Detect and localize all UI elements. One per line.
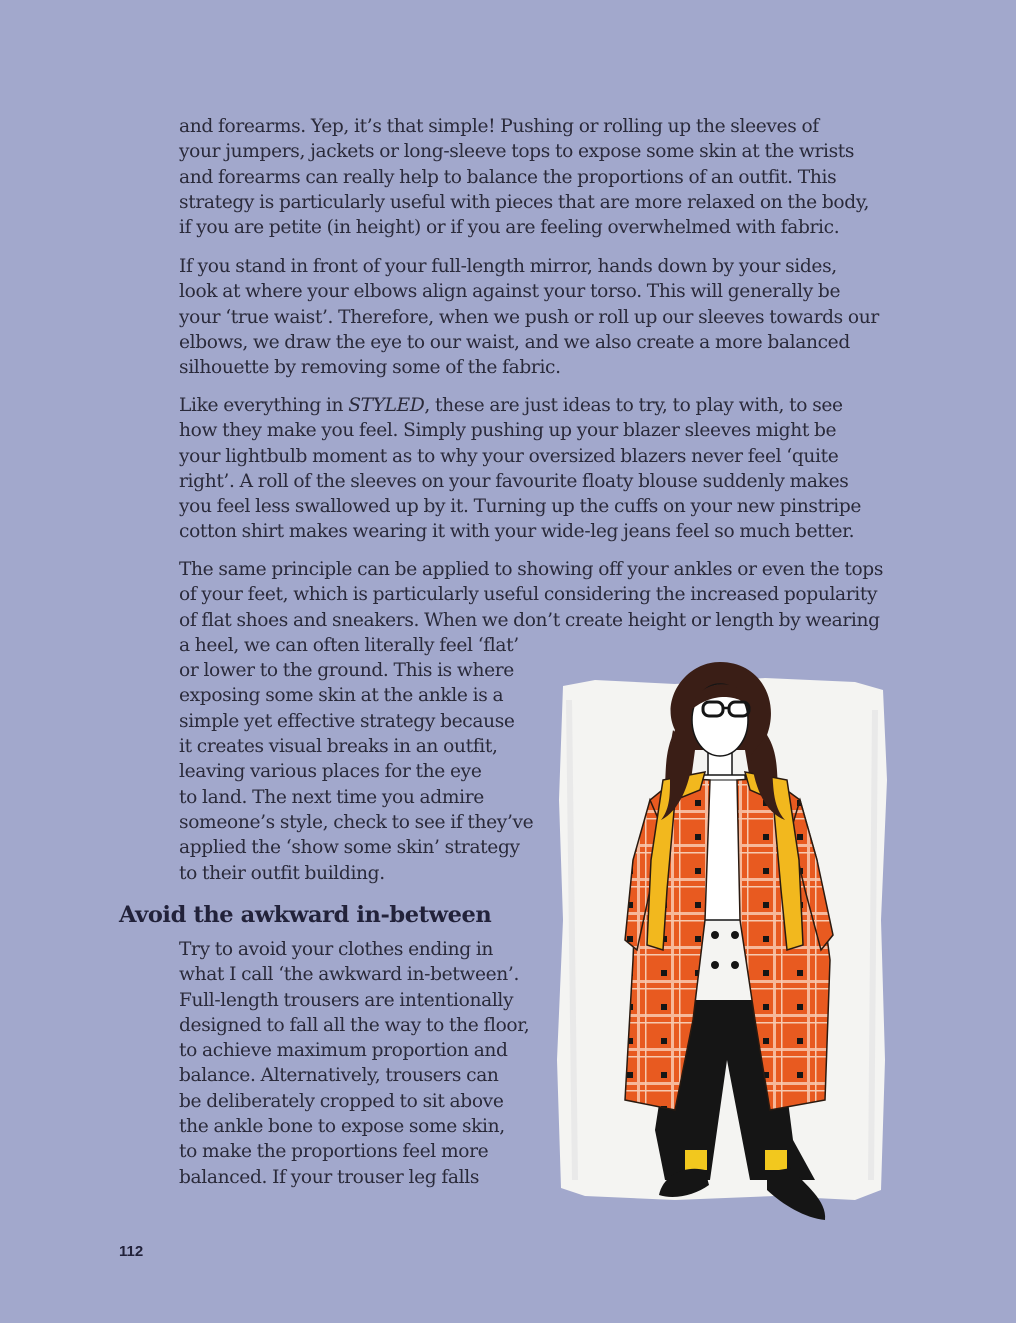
book-title: STYLED bbox=[348, 395, 425, 416]
text-line: Try to avoid your clothes ending in bbox=[179, 939, 494, 960]
text-line: applied the ‘show some skin’ strategy bbox=[179, 837, 520, 859]
text-line: leaving various places for the eye bbox=[179, 761, 482, 783]
text-line: balance. Alternatively, trousers can bbox=[179, 1065, 499, 1087]
text-line: and forearms can really help to balance the proportions of an outfit. This bbox=[179, 166, 837, 188]
text-line: to make the proportions feel more bbox=[179, 1141, 489, 1163]
text-line: balanced. If your trouser leg falls bbox=[179, 1166, 480, 1188]
text-segment: , these are just ideas to try, to play with, to see bbox=[424, 395, 843, 416]
text-line: of your feet, which is particularly useful considering the increased popularity bbox=[179, 584, 878, 606]
paragraph-awkward-in-between bbox=[179, 937, 529, 1190]
text-segment: Like everything in bbox=[179, 395, 349, 416]
section-heading: Avoid the awkward in-between bbox=[119, 902, 492, 928]
text-line: strategy is particularly useful with pieces that are more relaxed on the body, bbox=[179, 191, 870, 213]
text-line: right’. A roll of the sleeves on your favourite floaty blouse suddenly makes bbox=[179, 470, 849, 492]
text-line: of flat shoes and sneakers. When we don’t create height or length by wearing bbox=[179, 609, 880, 631]
text-line: and forearms. Yep, it’s that simple! Pushing or rolling up the sleeves of bbox=[179, 116, 819, 137]
text-line: The same principle can be applied to showing off your ankles or even the tops bbox=[179, 559, 884, 580]
text-line: designed to fall all the way to the floor, bbox=[179, 1014, 530, 1036]
text-line: exposing some skin at the ankle is a bbox=[179, 685, 504, 707]
text-line: be deliberately cropped to sit above bbox=[179, 1090, 504, 1112]
paragraph-true-waist bbox=[179, 254, 879, 380]
text-line bbox=[179, 393, 861, 418]
text-line: what I call ‘the awkward in-between’. bbox=[179, 964, 520, 986]
text-line: cotton shirt makes wearing it with your wide-leg jeans feel so much better. bbox=[179, 521, 855, 543]
text-line: Full-length trousers are intentionally bbox=[179, 989, 514, 1011]
fashion-illustration bbox=[555, 660, 890, 1230]
text-line: a heel, we can often literally feel ‘flat’ bbox=[179, 634, 519, 656]
text-line: simple yet effective strategy because bbox=[179, 710, 515, 732]
text-line: if you are petite (in height) or if you are feeling overwhelmed with fabric. bbox=[179, 217, 840, 239]
page-number: 112 bbox=[119, 1243, 144, 1260]
text-line: your ‘true waist’. Therefore, when we push or roll up our sleeves towards our bbox=[179, 306, 879, 328]
text-line: it creates visual breaks in an outfit, bbox=[179, 736, 498, 758]
text-line: look at where your elbows align against your torso. This will generally be bbox=[179, 281, 841, 303]
text-line: you feel less swallowed up by it. Turning up the cuffs on your new pinstripe bbox=[179, 496, 862, 518]
text-line: your lightbulb moment as to why your oversized blazers never feel ‘quite bbox=[179, 445, 839, 467]
text-line: to achieve maximum proportion and bbox=[179, 1040, 508, 1062]
text-line: to land. The next time you admire bbox=[179, 786, 484, 808]
text-line: how they make you feel. Simply pushing up your blazer sleeves might be bbox=[179, 420, 837, 442]
text-line: elbows, we draw the eye to our waist, and we also create a more balanced bbox=[179, 331, 850, 353]
text-line: silhouette by removing some of the fabric. bbox=[179, 357, 561, 379]
paragraph-styled-ideas bbox=[179, 393, 861, 545]
text-line: someone’s style, check to see if they’ve bbox=[179, 811, 534, 833]
text-line: If you stand in front of your full-length mirror, hands down by your sides, bbox=[179, 256, 837, 277]
text-line: or lower to the ground. This is where bbox=[179, 660, 514, 682]
text-line: the ankle bone to expose some skin, bbox=[179, 1116, 505, 1138]
paragraph-sleeves bbox=[179, 114, 869, 240]
text-line: to their outfit building. bbox=[179, 862, 385, 884]
text-line: your jumpers, jackets or long-sleeve tops to expose some skin at the wrists bbox=[179, 141, 855, 163]
